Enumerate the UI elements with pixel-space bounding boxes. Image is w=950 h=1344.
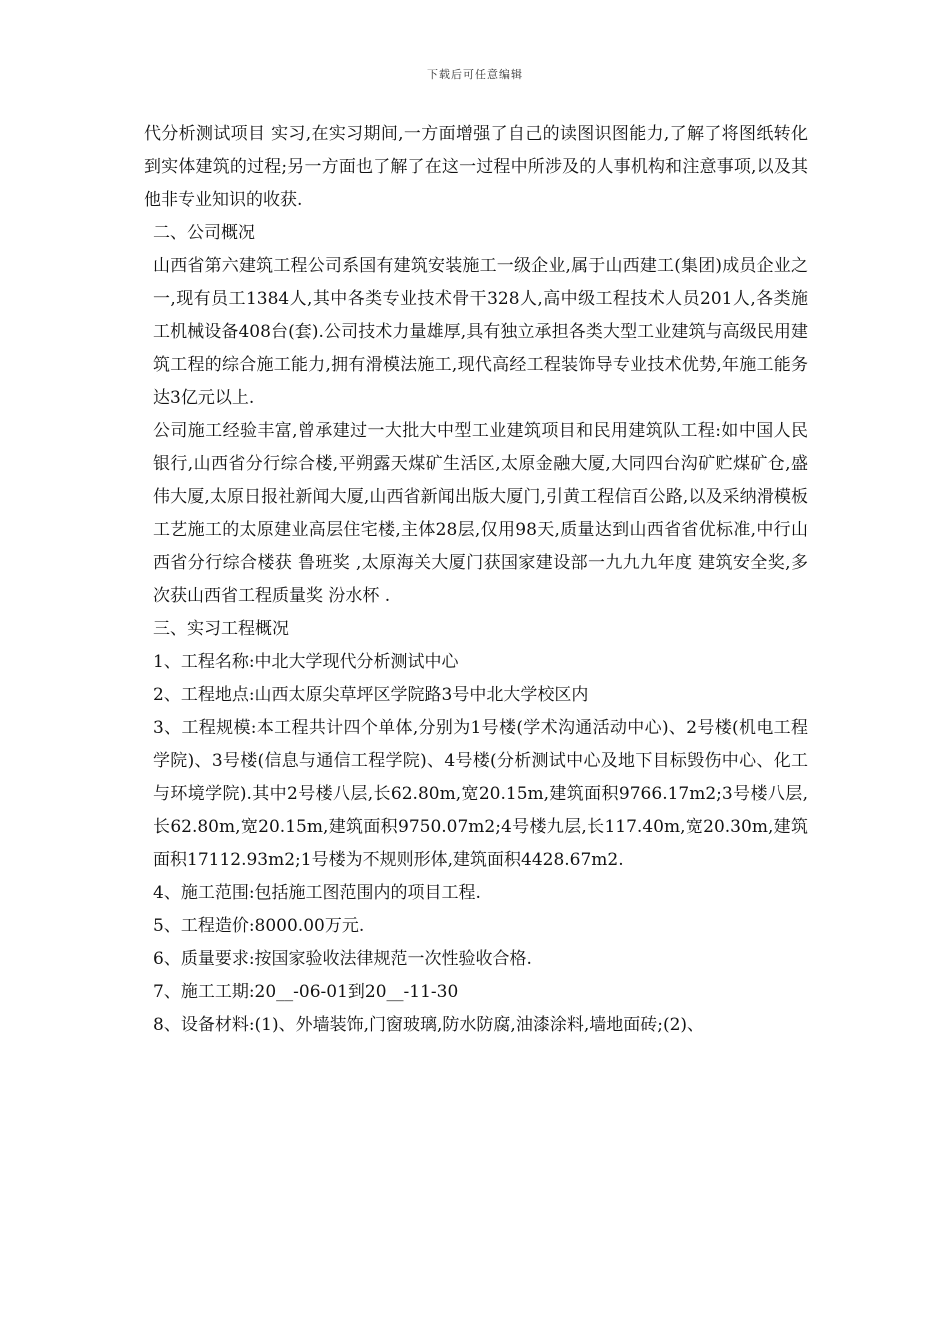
list-item-quality-requirement: 6、质量要求:按国家验收法律规范一次性验收合格. — [153, 949, 532, 969]
list-item-construction-scope: 4、施工范围:包括施工图范围内的项目工程. — [153, 883, 481, 903]
list-item-construction-period: 7、施工工期:20__-06-01到20__-11-30 — [153, 982, 459, 1002]
section-heading-project-overview: 三、实习工程概况 — [153, 619, 289, 639]
paragraph-company-experience: 公司施工经验丰富,曾承建过一大批大中型工业建筑项目和民用建筑队工程:如中国人民银行,山西省分行综合楼,平朔露天煤矿生活区,太原金融大厦,大同四台沟矿贮煤矿仓,盛伟大厦,太原日报社新闻大厦,山西省新闻出版大厦门,引黄工程信百公路,以及采纳滑模板工艺施工的太原建业高层住宅楼,主体28层,仅用98天,质量达到山西省省优标准,中行山西省分行综合楼获 鲁班奖 ,太原海关大厦门获国家建设部一九九九年度 建筑安全奖,多次获山西省工程质量奖 汾水杯 . — [153, 421, 808, 606]
list-item-project-cost: 5、工程造价:8000.00万元. — [153, 916, 365, 936]
list-item-equipment-materials: 8、设备材料:(1)、外墙装饰,门窗玻璃,防水防腐,油漆涂料,墙地面砖;(2)、 — [153, 1015, 705, 1035]
list-item-project-scale: 3、工程规模:本工程共计四个单体,分别为1号楼(学术沟通活动中心)、2号楼(机电工程学院)、3号楼(信息与通信工程学院)、4号楼(分析测试中心及地下目标毁伤中心、化工与环境学院).其中2号楼八层,长62.80m,宽20.15m,建筑面积9766.17m2;3号楼八层,长62.80m,宽20.15m,建筑面积9750.07m2;4号楼九层,长117.40m,宽20.30m,建筑面积17112.93m2;1号楼为不规则形体,建筑面积4428.67m2. — [153, 718, 808, 870]
section-heading-company-overview: 二、公司概况 — [153, 223, 255, 243]
list-item-project-name: 1、工程名称:中北大学现代分析测试中心 — [153, 652, 459, 672]
list-item-project-location: 2、工程地点:山西太原尖草坪区学院路3号中北大学校区内 — [153, 685, 589, 705]
paragraph-internship-summary: 代分析测试项目 实习,在实习期间,一方面增强了自己的读图识图能力,了解了将图纸转化到实体建筑的过程;另一方面也了解了在这一过程中所涉及的人事机构和注意事项,以及其他非专业知识的收获. — [144, 124, 808, 210]
page-header: 下载后可任意编辑 — [427, 68, 523, 81]
paragraph-company-profile: 山西省第六建筑工程公司系国有建筑安装施工一级企业,属于山西建工(集团)成员企业之一,现有员工1384人,其中各类专业技术骨干328人,高中级工程技术人员201人,各类施工机械设备408台(套).公司技术力量雄厚,具有独立承担各类大型工业建筑与高级民用建筑工程的综合施工能力,拥有滑模法施工,现代高经工程装饰导专业技术优势,年施工能务达3亿元以上. — [153, 256, 808, 408]
document-body — [144, 118, 808, 1042]
